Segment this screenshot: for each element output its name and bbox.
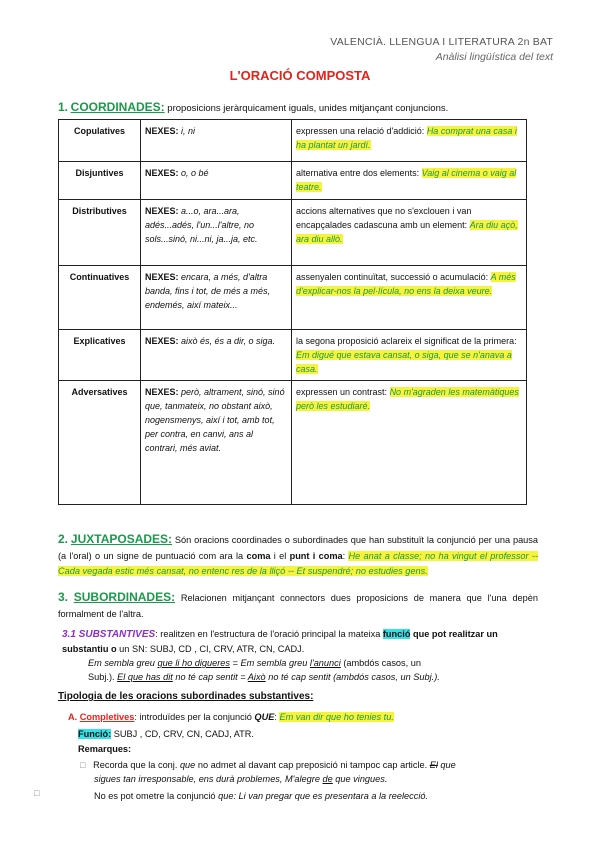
completives-letter: A. <box>68 712 78 722</box>
funcio-line <box>78 727 254 741</box>
substantives-text-a: : realitzen en l'estructura de l'oració principal la mateixa <box>155 629 383 639</box>
header-subtitle: Anàlisi lingüística del text <box>435 51 553 63</box>
subordinades-title: SUBORDINADES: <box>73 590 176 604</box>
table-row <box>59 330 527 381</box>
juxtaposades-example: He anat a classe; no ha vingut el professor -- Cada vegada estic més cansat, no entenc res de la lliçó -- Et suspendré; no estudies gens. <box>58 550 539 576</box>
coordinades-title: COORDINADES: <box>70 100 165 114</box>
r1-line2-b: que vingues. <box>332 774 388 784</box>
completives-text: : introduïdes per la conjunció <box>134 712 255 722</box>
ex2-c: no té cap sentit (ambdós casos, un Subj.). <box>265 672 440 682</box>
r1-strike: El <box>429 760 438 770</box>
row-nexes: NEXES: i, ni <box>141 120 292 162</box>
ex1-c: (ambdós casos, un <box>340 658 421 668</box>
row-nexes: NEXES: a...o, ara...ara, adés...adés, l'un...l'altre, no sols...sinó, ni...ni, ja...ja, etc. <box>141 200 292 266</box>
juxtaposades-text-c: : <box>342 550 349 561</box>
table-row <box>59 266 527 330</box>
coordinades-table <box>58 119 527 505</box>
bullet-icon: □ <box>80 760 86 770</box>
juxtaposades-punt: punt i coma <box>289 550 343 561</box>
subordinades-number: 3. <box>58 590 69 604</box>
remark-2 <box>94 789 428 803</box>
r1-line2-strike: de <box>322 774 333 784</box>
subordinades-paragraph <box>58 590 538 622</box>
substantives-example-1 <box>88 656 421 670</box>
substantives-text-b: que pot realitzar un substantiu o <box>62 629 498 654</box>
completives-line <box>68 712 394 722</box>
juxtaposades-title: JUXTAPOSADES: <box>70 532 173 546</box>
r2-b: : Li van pregar que es presentara a la reelecció. <box>233 791 429 801</box>
r1-a: Recorda que la conj. <box>93 760 180 770</box>
ex1-u: que li ho digueres <box>157 658 230 668</box>
header-course: VALENCIÀ. LLENGUA I LITERATURA 2n BAT <box>330 36 553 48</box>
row-description: assenyalen continuïtat, successió o acumulació: A més d'explicar-nos la pel·lícula, no ens la deixa veure. <box>292 266 527 330</box>
table-row <box>59 200 527 266</box>
row-nexes: NEXES: això és, és a dir, o siga. <box>141 330 292 381</box>
ex2-a: Subj.). <box>88 672 118 682</box>
remark-1-line-2 <box>94 772 387 786</box>
juxtaposades-number: 2. <box>58 532 69 546</box>
margin-bullet-icon: □ <box>34 788 40 798</box>
r1-c: que <box>437 760 456 770</box>
r1-line2-a: sigues tan irresponsable, ens durà problemes, M'alegre <box>94 774 323 784</box>
table-row <box>59 162 527 200</box>
remark-1 <box>80 758 456 772</box>
funcio-label: Funció: <box>78 729 112 739</box>
row-description: expressen un contrast: No m'agraden les matemàtiques però les estudiaré. <box>292 381 527 505</box>
juxtaposades-text-b: i el <box>270 550 290 561</box>
ex1-u2: l'anunci <box>309 658 341 668</box>
completives-example: Em van dir que ho tenies tu. <box>279 712 394 722</box>
table-row <box>59 381 527 505</box>
ex2-b: no té cap sentit = <box>172 672 248 682</box>
ex1-a: Em sembla greu <box>88 658 158 668</box>
row-nexes: NEXES: però, altrament, sinó, sinó que, tanmateix, no obstant això, nogensmenys, així i tot, amb tot, per contra, en canvi, ans al contrari, més aviat. <box>141 381 292 505</box>
substantives-paragraph <box>62 627 540 657</box>
substantives-example-2 <box>88 670 440 684</box>
juxtaposades-coma: coma <box>246 550 271 561</box>
completives-que: QUE <box>254 712 275 722</box>
row-description: accions alternatives que no s'exclouen i van encapçalades cadascuna amb un element: Ara diu açò, ara diu allò. <box>292 200 527 266</box>
coordinades-intro: proposicions jeràrquicament iguals, unides mitjançant conjuncions. <box>164 103 449 114</box>
subordinades-text: Relacionen mitjançant connectors dues proposicions de manera que l'una depèn formalment de l'altra. <box>58 593 538 619</box>
row-nexes: NEXES: encara, a més, d'altra banda, fins i tot, de més a més, endemés, així mateix... <box>141 266 292 330</box>
substantives-text-c: un SN: SUBJ, CD , CI, CRV, ATR, CN, CADJ. <box>116 644 305 654</box>
row-description: expressen una relació d'addició: Ha comprat una casa i ha plantat un jardí. <box>292 120 527 162</box>
row-description: la segona proposició aclareix el significat de la primera: Em digué que estava cansat, o siga, que se n'anava a casa. <box>292 330 527 381</box>
substantives-heading: 3.1 SUBSTANTIVES <box>62 629 156 640</box>
r1-que: que <box>179 760 196 770</box>
table-row <box>59 120 527 162</box>
r1-b: no admet al davant cap preposició ni tampoc cap article. <box>195 760 430 770</box>
juxtaposades-text: Són oracions coordinades o subordinades que han substituït la conjunció per una pausa (a l'oral) o un signe de puntuació com ara la <box>58 535 538 561</box>
row-description: alternativa entre dos elements: Vaig al cinema o vaig al teatre. <box>292 162 527 200</box>
ex1-b: = Em sembla greu <box>229 658 310 668</box>
row-category: Copulatives <box>59 120 141 162</box>
completives-colon: : <box>274 712 280 722</box>
row-category: Distributives <box>59 200 141 266</box>
remarques-label: Remarques: <box>78 744 132 754</box>
row-category: Continuatives <box>59 266 141 330</box>
juxtaposades-paragraph <box>58 532 538 580</box>
row-category: Adversatives <box>59 381 141 505</box>
ex2-u: El que has dit <box>117 672 173 682</box>
row-nexes: NEXES: o, o bé <box>141 162 292 200</box>
page-title: L'ORACIÓ COMPOSTA <box>229 68 371 83</box>
funcio-list: SUBJ , CD, CRV, CN, CADJ, ATR. <box>111 729 254 739</box>
completives-title: Completives <box>79 712 135 722</box>
r2-que: que <box>218 791 234 801</box>
row-category: Explicatives <box>59 330 141 381</box>
row-category: Disjuntives <box>59 162 141 200</box>
coordinades-heading <box>58 100 448 114</box>
tipologia-heading: Tipologia de les oracions subordinades substantives: <box>58 691 314 702</box>
substantives-funcio: funció <box>382 629 411 639</box>
r2-a: No es pot ometre la conjunció <box>94 791 219 801</box>
coordinades-number: 1. <box>58 100 69 114</box>
ex2-u2: Això <box>247 672 266 682</box>
